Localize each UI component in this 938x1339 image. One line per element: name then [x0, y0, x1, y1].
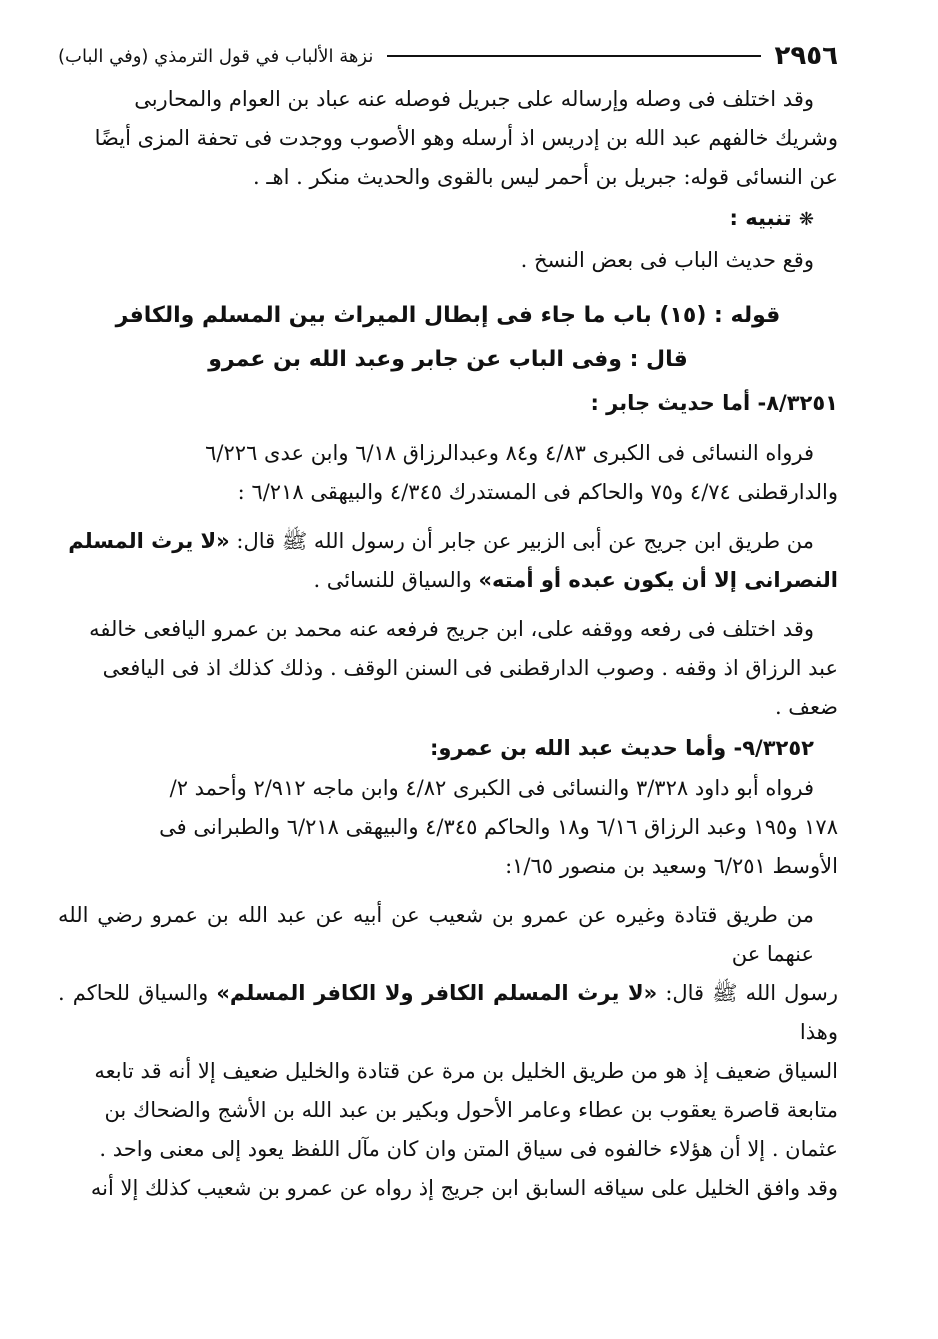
- text-line: عبد الرزاق اذ وقفه . وصوب الدارقطنى فى السنن الوقف . وذلك كذلك اذ فى اليافعى: [102, 656, 838, 680]
- tanbih-text: [58, 241, 838, 280]
- page-header: [58, 38, 838, 74]
- text-line: السياق ضعيف إذ هو من طريق الخليل بن مرة عن قتادة والخليل ضعيف إلا أنه قد تابعه: [94, 1059, 838, 1083]
- text-line: وشريك خالفهم عبد الله بن إدريس اذ أرسله وهو الأصوب ووجدت فى تحفة المزى أيضًا: [94, 126, 838, 150]
- text-line: عن النسائى قوله: جبريل بن أحمر ليس بالقوى والحديث منكر . اهـ .: [253, 165, 838, 189]
- text-line: وقد وافق الخليل على سياقه السابق ابن جريج إذ رواه عن عمرو بن شعيب كذلك إلا أنه: [90, 1176, 838, 1200]
- text-line: فرواه النسائى فى الكبرى ٤/٨٣ و٨٤ وعبدالرزاق ٦/١٨ وابن عدى ٦/٢٢٦: [205, 441, 814, 465]
- text-line: فرواه أبو داود ٣/٣٢٨ والنسائى فى الكبرى ٤/٨٢ وابن ماجه ٢/٩١٢ وأحمد ٢/: [169, 776, 814, 800]
- text-line: ١٧٨ و١٩٥ وعبد الرزاق ٦/١٦ و١٨ والحاكم ٤/٣٤٥ والبيهقى ٦/٢١٨ والطبرانى فى: [159, 815, 838, 839]
- text-line: من طريق قتادة وغيره عن عمرو بن شعيب عن أبيه عن عبد الله بن عمرو رضي الله عنهما عن: [58, 903, 814, 966]
- hadith-jabir-isnad: [58, 522, 838, 600]
- tanbih-title: تنبيه :: [729, 206, 792, 230]
- star-icon: ❋: [798, 209, 814, 230]
- hadith-amr-isnad: [58, 896, 838, 1208]
- document-page: [58, 38, 838, 1318]
- chapter-title: قوله : (١٥) باب ما جاء فى إبطال الميراث بين المسلم والكافر: [115, 303, 781, 328]
- hadith-jabir-ikhtilaf: [58, 610, 838, 727]
- paragraph-ikhtilaf-jibril: [58, 80, 838, 197]
- text-line: وقع حديث الباب فى بعض النسخ .: [520, 248, 814, 272]
- text-line: وقد اختلف فى وصله وإرساله على جبريل فوصله عنه عباد بن العوام والمحاربى: [134, 87, 814, 111]
- isnad-text: والسياق للنسائى .: [313, 568, 479, 592]
- text-line: ضعف .: [774, 695, 838, 719]
- text-line: الأوسط ٦/٢٥١ وسعيد بن منصور ١/٦٥:: [505, 854, 838, 878]
- matn-quote: النصرانى إلا أن يكون عبده أو أمته»: [478, 568, 838, 592]
- text-line: عثمان . إلا أن هؤلاء خالفوه فى سياق المتن وان كان مآل اللفظ يعود إلى معنى واحد .: [99, 1137, 838, 1161]
- text-line: والدارقطنى ٤/٧٤ و٧٥ والحاكم فى المستدرك ٤/٣٤٥ والبيهقى ٦/٢١٨ :: [237, 480, 838, 504]
- page-body: [58, 80, 838, 1208]
- hadith-jabir-sources: [58, 434, 838, 512]
- matn-quote: «لا يرث المسلم: [68, 529, 230, 553]
- page-number: ٢٩٥٦: [774, 41, 838, 71]
- tanbih-heading: [58, 197, 838, 241]
- isnad-text: من طريق ابن جريج عن أبى الزبير عن جابر أن رسول الله ﷺ قال:: [229, 529, 814, 553]
- hadith-amr-sources: [58, 769, 838, 886]
- header-rule: [387, 55, 760, 57]
- isnad-text: رسول الله ﷺ قال:: [657, 981, 838, 1005]
- hadith-jabir-heading: ٨/٣٢٥١- أما حديث جابر :: [590, 391, 838, 415]
- isnad-text: والسياق للحاكم . وهذا: [58, 981, 838, 1044]
- chapter-subtitle: قال : وفى الباب عن جابر وعبد الله بن عمرو: [208, 347, 688, 372]
- running-title: نزهة الألباب في قول الترمذي (وفي الباب): [58, 45, 374, 67]
- text-line: متابعة قاصرة يعقوب بن عطاء وعامر الأحول وبكير بن عبد الله بن الأشج والضحاك بن: [104, 1098, 838, 1122]
- text-line: وقد اختلف فى رفعه ووقفه على، ابن جريج فرفعه عنه محمد بن عمرو اليافعى خالفه: [89, 617, 814, 641]
- hadith-amr-heading: ٩/٣٢٥٢- وأما حديث عبد الله بن عمرو:: [429, 736, 814, 760]
- matn-quote: «لا يرث المسلم الكافر ولا الكافر المسلم»: [216, 981, 658, 1005]
